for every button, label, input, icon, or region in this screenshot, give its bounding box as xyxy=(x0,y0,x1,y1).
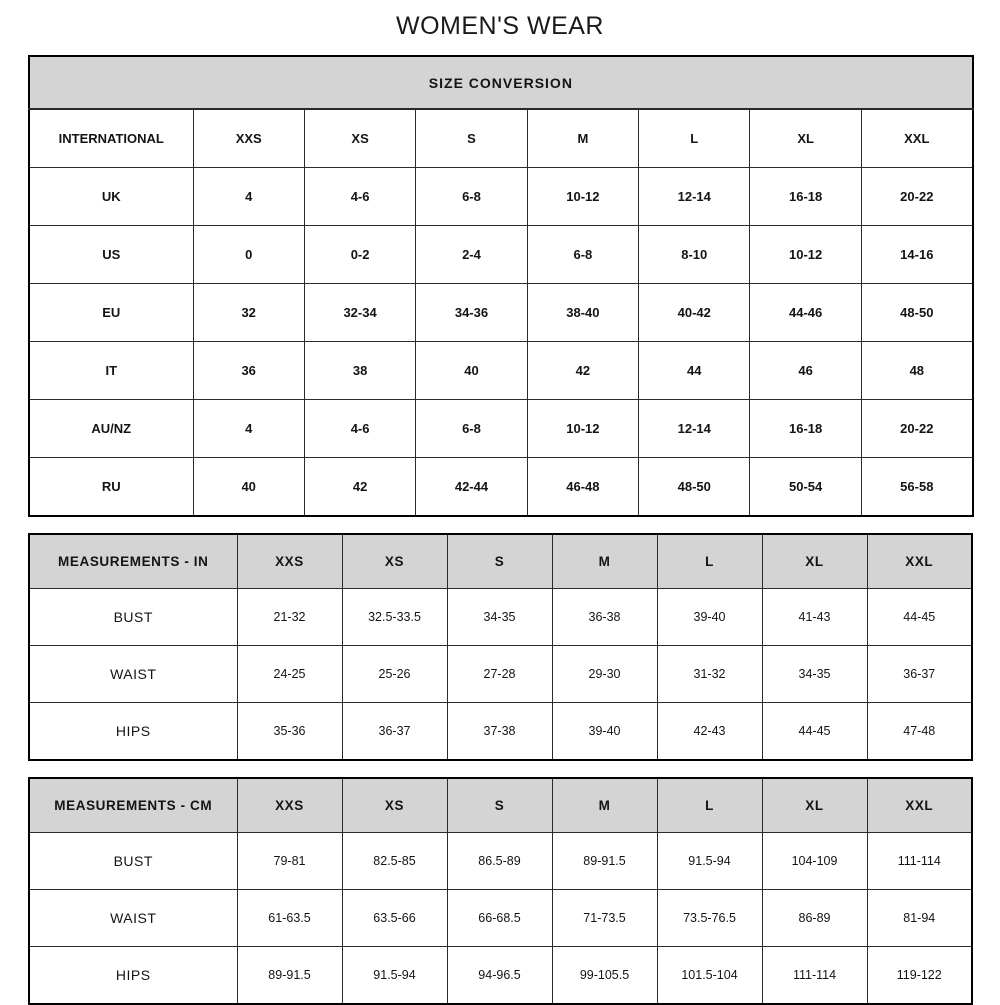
cell: 10-12 xyxy=(527,400,638,458)
cell: 10-12 xyxy=(750,226,861,284)
cell: 91.5-94 xyxy=(342,947,447,1005)
cell: 16-18 xyxy=(750,400,861,458)
cell: 44-46 xyxy=(750,284,861,342)
cell: 50-54 xyxy=(750,458,861,517)
cell: 63.5-66 xyxy=(342,890,447,947)
cell: 37-38 xyxy=(447,703,552,761)
cell: 31-32 xyxy=(657,646,762,703)
cell: 0 xyxy=(193,226,304,284)
size-conversion-banner-row xyxy=(29,56,973,109)
cell: 61-63.5 xyxy=(237,890,342,947)
column-header-xs: XS xyxy=(342,534,447,589)
cell: 104-109 xyxy=(762,833,867,890)
cell: 25-26 xyxy=(342,646,447,703)
cell: 10-12 xyxy=(527,168,638,226)
cell: 32.5-33.5 xyxy=(342,589,447,646)
cell: 39-40 xyxy=(657,589,762,646)
table-header-row xyxy=(29,534,972,589)
column-header-l: L xyxy=(657,778,762,833)
cell: 36-38 xyxy=(552,589,657,646)
cell: 44-45 xyxy=(867,589,972,646)
cell: 82.5-85 xyxy=(342,833,447,890)
cell: 4-6 xyxy=(304,168,415,226)
measurements-centimeters-table xyxy=(28,777,973,1005)
cell: 42-43 xyxy=(657,703,762,761)
cell: 42-44 xyxy=(416,458,527,517)
measurements-cm-title: MEASUREMENTS - CM xyxy=(29,778,237,833)
table-row xyxy=(29,833,972,890)
cell: 24-25 xyxy=(237,646,342,703)
cell: 56-58 xyxy=(861,458,972,517)
cell: 14-16 xyxy=(861,226,972,284)
cell: 48-50 xyxy=(639,458,750,517)
column-header-l: L xyxy=(639,109,750,168)
cell: 89-91.5 xyxy=(237,947,342,1005)
cell: 20-22 xyxy=(861,168,972,226)
cell: 12-14 xyxy=(639,400,750,458)
cell: 48 xyxy=(861,342,972,400)
cell: 94-96.5 xyxy=(447,947,552,1005)
cell: 6-8 xyxy=(416,168,527,226)
cell: 47-48 xyxy=(867,703,972,761)
table-row xyxy=(29,947,972,1005)
cell: 32 xyxy=(193,284,304,342)
cell: 27-28 xyxy=(447,646,552,703)
cell: 32-34 xyxy=(304,284,415,342)
cell: 66-68.5 xyxy=(447,890,552,947)
table-row xyxy=(29,400,973,458)
column-header-international: INTERNATIONAL xyxy=(29,109,193,168)
cell: 29-30 xyxy=(552,646,657,703)
cell: 79-81 xyxy=(237,833,342,890)
cell: 34-35 xyxy=(762,646,867,703)
cell: 8-10 xyxy=(639,226,750,284)
cell: 86.5-89 xyxy=(447,833,552,890)
cell: 16-18 xyxy=(750,168,861,226)
row-label: RU xyxy=(29,458,193,517)
cell: 4-6 xyxy=(304,400,415,458)
column-header-xxs: XXS xyxy=(237,778,342,833)
table-row xyxy=(29,589,972,646)
column-header-xs: XS xyxy=(342,778,447,833)
cell: 44 xyxy=(639,342,750,400)
cell: 46 xyxy=(750,342,861,400)
row-label: WAIST xyxy=(29,646,237,703)
cell: 91.5-94 xyxy=(657,833,762,890)
cell: 4 xyxy=(193,400,304,458)
cell: 6-8 xyxy=(527,226,638,284)
cell: 34-35 xyxy=(447,589,552,646)
cell: 4 xyxy=(193,168,304,226)
cell: 40-42 xyxy=(639,284,750,342)
column-header-m: M xyxy=(552,778,657,833)
cell: 21-32 xyxy=(237,589,342,646)
cell: 36 xyxy=(193,342,304,400)
cell: 46-48 xyxy=(527,458,638,517)
cell: 0-2 xyxy=(304,226,415,284)
column-header-xs: XS xyxy=(304,109,415,168)
cell: 6-8 xyxy=(416,400,527,458)
cell: 38-40 xyxy=(527,284,638,342)
column-header-xxs: XXS xyxy=(237,534,342,589)
cell: 42 xyxy=(527,342,638,400)
cell: 99-105.5 xyxy=(552,947,657,1005)
measurements-in-title: MEASUREMENTS - IN xyxy=(29,534,237,589)
row-label: HIPS xyxy=(29,947,237,1005)
cell: 42 xyxy=(304,458,415,517)
cell: 101.5-104 xyxy=(657,947,762,1005)
row-label: BUST xyxy=(29,589,237,646)
cell: 40 xyxy=(416,342,527,400)
cell: 41-43 xyxy=(762,589,867,646)
table-row xyxy=(29,342,973,400)
cell: 12-14 xyxy=(639,168,750,226)
row-label: IT xyxy=(29,342,193,400)
table-row xyxy=(29,890,972,947)
cell: 86-89 xyxy=(762,890,867,947)
column-header-s: S xyxy=(447,778,552,833)
cell: 119-122 xyxy=(867,947,972,1005)
table-row xyxy=(29,168,973,226)
cell: 81-94 xyxy=(867,890,972,947)
table-row xyxy=(29,703,972,761)
cell: 20-22 xyxy=(861,400,972,458)
column-header-xxs: XXS xyxy=(193,109,304,168)
page-title: WOMEN'S WEAR xyxy=(396,12,604,40)
column-header-m: M xyxy=(552,534,657,589)
cell: 36-37 xyxy=(867,646,972,703)
row-label: UK xyxy=(29,168,193,226)
table-row xyxy=(29,458,973,517)
column-header-l: L xyxy=(657,534,762,589)
column-header-m: M xyxy=(527,109,638,168)
cell: 36-37 xyxy=(342,703,447,761)
column-header-xl: XL xyxy=(762,778,867,833)
cell: 73.5-76.5 xyxy=(657,890,762,947)
table-row xyxy=(29,284,973,342)
table-row xyxy=(29,646,972,703)
cell: 2-4 xyxy=(416,226,527,284)
column-header-xl: XL xyxy=(762,534,867,589)
column-header-s: S xyxy=(447,534,552,589)
column-header-xxl: XXL xyxy=(867,778,972,833)
row-label: HIPS xyxy=(29,703,237,761)
cell: 34-36 xyxy=(416,284,527,342)
row-label: BUST xyxy=(29,833,237,890)
table-header-row xyxy=(29,778,972,833)
column-header-xl: XL xyxy=(750,109,861,168)
cell: 111-114 xyxy=(867,833,972,890)
table-row xyxy=(29,109,973,168)
cell: 48-50 xyxy=(861,284,972,342)
cell: 111-114 xyxy=(762,947,867,1005)
cell: 44-45 xyxy=(762,703,867,761)
row-label: EU xyxy=(29,284,193,342)
cell: 89-91.5 xyxy=(552,833,657,890)
column-header-xxl: XXL xyxy=(867,534,972,589)
cell: 71-73.5 xyxy=(552,890,657,947)
table-row xyxy=(29,226,973,284)
cell: 40 xyxy=(193,458,304,517)
measurements-inches-table xyxy=(28,533,973,761)
row-label: US xyxy=(29,226,193,284)
column-header-xxl: XXL xyxy=(861,109,972,168)
column-header-s: S xyxy=(416,109,527,168)
size-conversion-banner: SIZE CONVERSION xyxy=(29,56,973,109)
cell: 35-36 xyxy=(237,703,342,761)
row-label: WAIST xyxy=(29,890,237,947)
row-label: AU/NZ xyxy=(29,400,193,458)
cell: 38 xyxy=(304,342,415,400)
size-conversion-table xyxy=(28,55,974,517)
cell: 39-40 xyxy=(552,703,657,761)
